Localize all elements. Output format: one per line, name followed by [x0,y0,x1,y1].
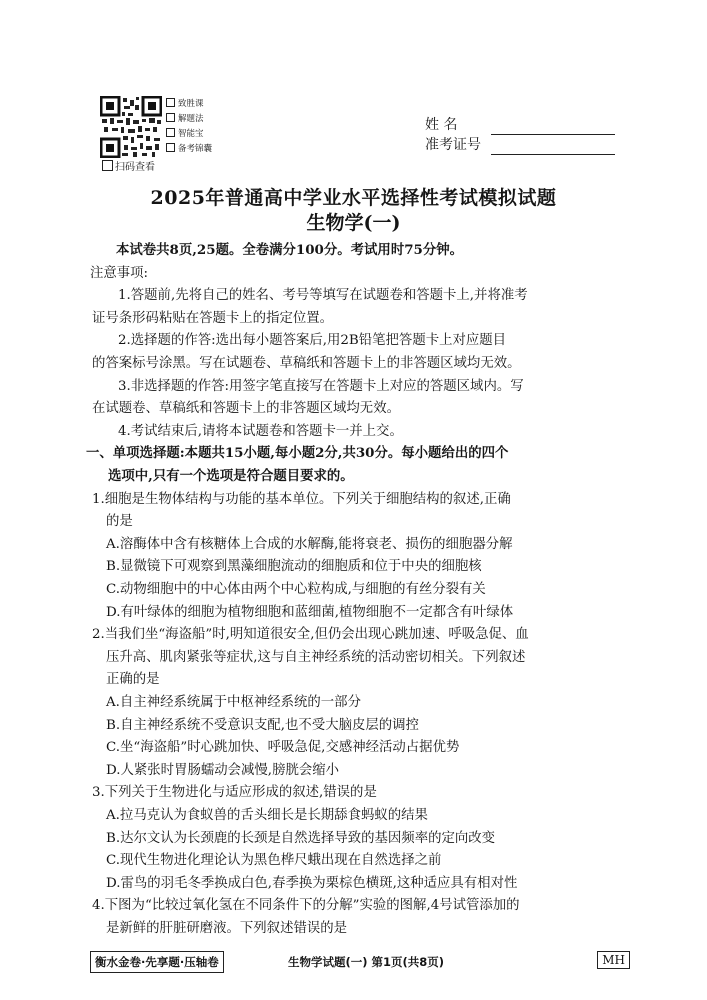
exam-id-field-row [425,135,615,155]
page-info: 生物学试题(一) 第1页(共8页) [288,955,445,969]
scan-icon [102,160,113,171]
service-item[interactable]: 致胜课 [166,97,212,112]
section-heading-cont: 选项中,只有一个选项是符合题目要求的。 [108,468,354,484]
qr-code-icon[interactable] [100,96,162,158]
question-1-stem: 的是 [106,514,133,530]
note-line: 1.答题前,先将自己的姓名、考号等填写在试题卷和答题卡上,并将准考 [118,288,528,304]
service-item[interactable]: 解题法 [166,112,212,127]
question-2-stem: 正确的是 [106,672,160,688]
paper-code: MH [597,951,630,969]
question-3-option-d[interactable]: D.雷鸟的羽毛冬季换成白色,春季换为栗棕色横斑,这种适应具有相对性 [106,875,518,891]
note-line: 在试题卷、草稿纸和答题卡上的非答题区域均无效。 [92,401,400,417]
notes-heading: 注意事项: [90,265,149,281]
question-1-option-d[interactable]: D.有叶绿体的细胞为植物细胞和蓝细菌,植物细胞不一定都含有叶绿体 [106,604,514,620]
question-1-option-c[interactable]: C.动物细胞中的中心体由两个中心粒构成,与细胞的有丝分裂有关 [106,582,486,597]
question-3-option-c[interactable]: C.现代生物进化理论认为黑色桦尺蛾出现在自然选择之前 [106,853,442,869]
exam-id-field[interactable] [491,139,615,155]
name-field-row [425,115,615,135]
question-2-option-d[interactable]: D.人紧张时胃肠蠕动会减慢,膀胱会缩小 [106,762,340,778]
exam-intro: 本试卷共8页,25题。全卷满分100分。考试用时75分钟。 [116,242,464,258]
question-3-option-a[interactable]: A.拉马克认为食蚁兽的舌头细长是长期舔食蚂蚁的结果 [106,808,428,823]
service-item[interactable]: 备考锦囊 [166,142,212,157]
question-4-stem: 是新鲜的肝脏研磨液。下列叙述错误的是 [106,921,348,936]
checkbox-icon [166,143,175,152]
checkbox-icon [166,113,175,122]
question-2-option-a[interactable]: A.自主神经系统属于中枢神经系统的一部分 [106,695,361,710]
qr-caption-text: 扫码查看 [115,162,155,173]
note-line: 证号条形码粘贴在答题卡上的指定位置。 [92,310,334,326]
section-heading: 一、单项选择题:本题共15小题,每小题2分,共30分。每小题给出的四个 [86,445,509,462]
question-2-option-b[interactable]: B.自主神经系统不受意识支配,也不受大脑皮层的调控 [106,717,419,733]
candidate-info [425,115,615,155]
name-label: 姓 名 [425,117,458,133]
note-line: 2.选择题的作答:选出每小题答案后,用2B铅笔把答题卡上对应题目 [118,333,507,349]
qr-caption [102,158,155,173]
note-line: 3.非选择题的作答:用签字笔直接写在答题卡上对应的答题区域内。写 [118,378,524,394]
question-2-option-c[interactable]: C.坐“海盗船”时心跳加快、呼吸急促,交感神经活动占据优势 [106,740,460,756]
subject-title: 生物学(一) [306,212,401,234]
question-4-stem: 4.下图为“比较过氧化氢在不同条件下的分解”实验的图解,4号试管添加的 [92,898,520,914]
question-1-option-a[interactable]: A.溶酶体中含有核糖体上合成的水解酶,能将衰老、损伤的细胞器分解 [106,536,513,552]
exam-title: 2025年普通高中学业水平选择性考试模拟试题 [150,187,557,209]
checkbox-icon [166,128,175,137]
question-3-stem: 3.下列关于生物进化与适应形成的叙述,错误的是 [92,785,377,801]
question-2-stem: 压升高、肌肉紧张等症状,这与自主神经系统的活动密切相关。下列叙述 [106,649,526,665]
name-field[interactable] [491,119,615,135]
page-footer [90,951,630,971]
brand-label: 衡水金卷·先享题·压轴卷 [90,951,224,973]
question-2-stem: 2.当我们坐“海盗船”时,明知道很安全,但仍会出现心跳加速、呼吸急促、血 [92,627,529,643]
question-1-stem: 1.细胞是生物体结构与功能的基本单位。下列关于细胞结构的叙述,正确 [92,491,511,507]
note-line: 的答案标号涂黑。写在试题卷、草稿纸和答题卡上的非答题区域均无效。 [92,356,521,371]
service-list [166,97,212,157]
checkbox-icon [166,98,175,107]
question-3-option-b[interactable]: B.达尔文认为长颈鹿的长颈是自然选择导致的基因频率的定向改变 [106,830,496,846]
note-line: 4.考试结束后,请将本试题卷和答题卡一并上交。 [118,423,403,439]
question-1-option-b[interactable]: B.显微镜下可观察到黑藻细胞流动的细胞质和位于中央的细胞核 [106,559,482,575]
service-item[interactable]: 智能宝 [166,127,212,142]
exam-id-label: 准考证号 [425,137,481,153]
